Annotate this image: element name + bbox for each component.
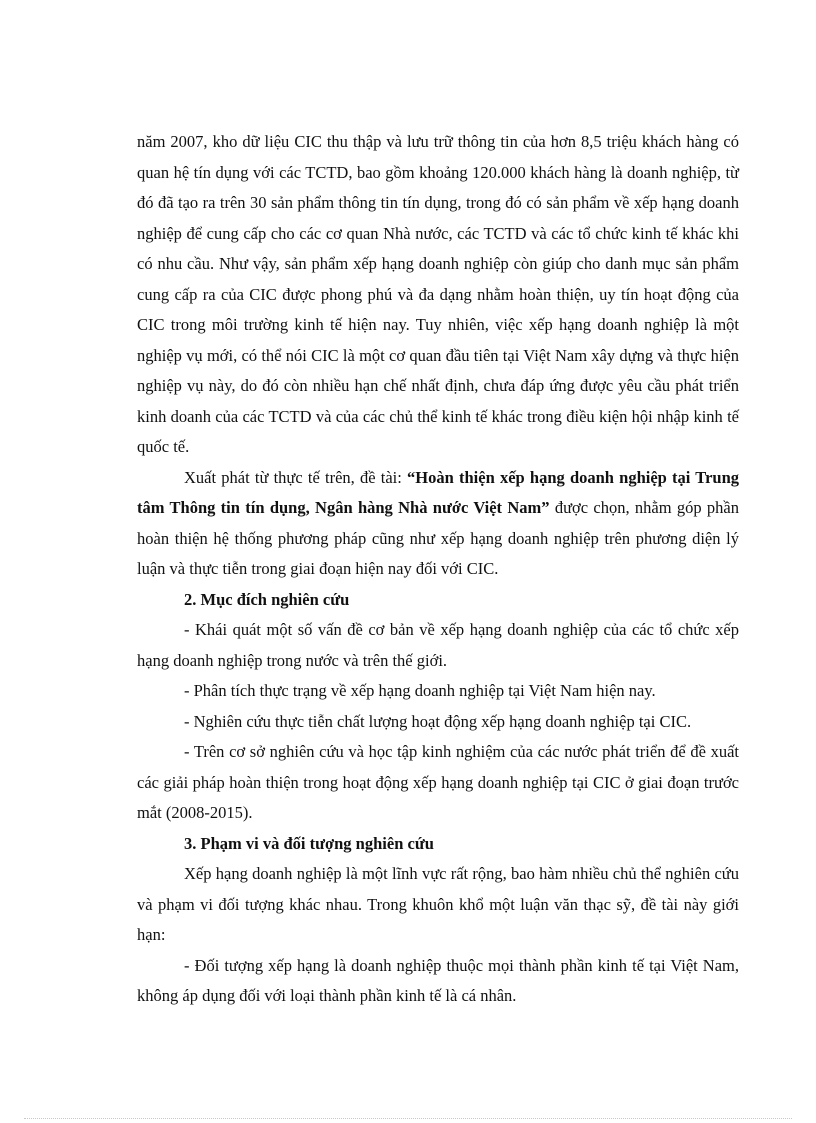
thesis-title: “Hoàn thiện xếp hạng doanh nghiệp tại Trung tâm Thông tin tín dụng, Ngân hàng Nhà nước Việt Nam” (137, 467, 739, 517)
scope-intro-paragraph: Xếp hạng doanh nghiệp là một lĩnh vực rất rộng, bao hàm nhiều chủ thể nghiên cứu và phạm vi đối tượng khác nhau. Trong khuôn khổ một luận văn thạc sỹ, đề tài này giới hạn: (137, 864, 739, 944)
purpose-item: - Nghiên cứu thực tiễn chất lượng hoạt động xếp hạng doanh nghiệp tại CIC. (184, 711, 692, 731)
section-heading-research-purpose: 2. Mục đích nghiên cứu (184, 589, 350, 609)
paragraph-cic-data-warehouse: năm 2007, kho dữ liệu CIC thu thập và lưu trữ thông tin của hơn 8,5 triệu khách hàng có quan hệ tín dụng với các TCTD, bao gồm khoảng 120.000 khách hàng là doanh nghiệp, từ đó đã tạo ra trên 30 sản phẩm thông tin tín dụng, trong đó có sản phẩm về xếp hạng doanh nghiệp để cung cấp cho các cơ quan Nhà nước, các TCTD và các tổ chức kinh tế khác khi có nhu cầu. Như vậy, sản phẩm xếp hạng doanh nghiệp còn giúp cho danh mục sản phẩm cung cấp ra của CIC được phong phú và đa dạng nhằm hoàn thiện, uy tín hoạt động của CIC trong môi trường kinh tế hiện nay. Tuy nhiên, việc xếp hạng doanh nghiệp là một nghiệp vụ mới, có thể nói CIC là một cơ quan đầu tiên tại Việt Nam xây dựng và thực hiện nghiệp vụ này, do đó còn nhiều hạn chế nhất định, chưa đáp ứng được yêu cầu phát triển kinh doanh của các TCTD và của các chủ thể kinh tế khác trong điều kiện hội nhập kinh tế quốc tế. (137, 132, 739, 456)
document-body (137, 127, 739, 1012)
purpose-item: - Khái quát một số vấn đề cơ bản về xếp hạng doanh nghiệp của các tổ chức xếp hạng doanh nghiệp trong nước và trên thế giới. (137, 620, 739, 670)
scope-item: - Đối tượng xếp hạng là doanh nghiệp thuộc mọi thành phần kinh tế tại Việt Nam, không áp dụng đối với loại thành phần kinh tế là cá nhân. (137, 955, 739, 1005)
topic-rationale-lead: Xuất phát từ thực tế trên, đề tài: (184, 467, 408, 487)
purpose-item: - Phân tích thực trạng về xếp hạng doanh nghiệp tại Việt Nam hiện nay. (184, 681, 656, 700)
topic-rationale-tail: được chọn, nhằm góp phần hoàn thiện hệ thống phương pháp cũng như xếp hạng doanh nghiệp trên phương diện lý luận và thực tiễn trong giai đoạn hiện nay đối với CIC. (137, 498, 740, 578)
section-heading-scope-and-subjects: 3. Phạm vi và đối tượng nghiên cứu (184, 833, 434, 853)
page-bottom-border (24, 1118, 792, 1119)
paragraph-topic-rationale (137, 463, 739, 585)
purpose-item: - Trên cơ sở nghiên cứu và học tập kinh nghiệm của các nước phát triển để đề xuất các giải pháp hoàn thiện trong hoạt động xếp hạng doanh nghiệp tại CIC ở giai đoạn trước mắt (2008-2015). (137, 742, 739, 822)
